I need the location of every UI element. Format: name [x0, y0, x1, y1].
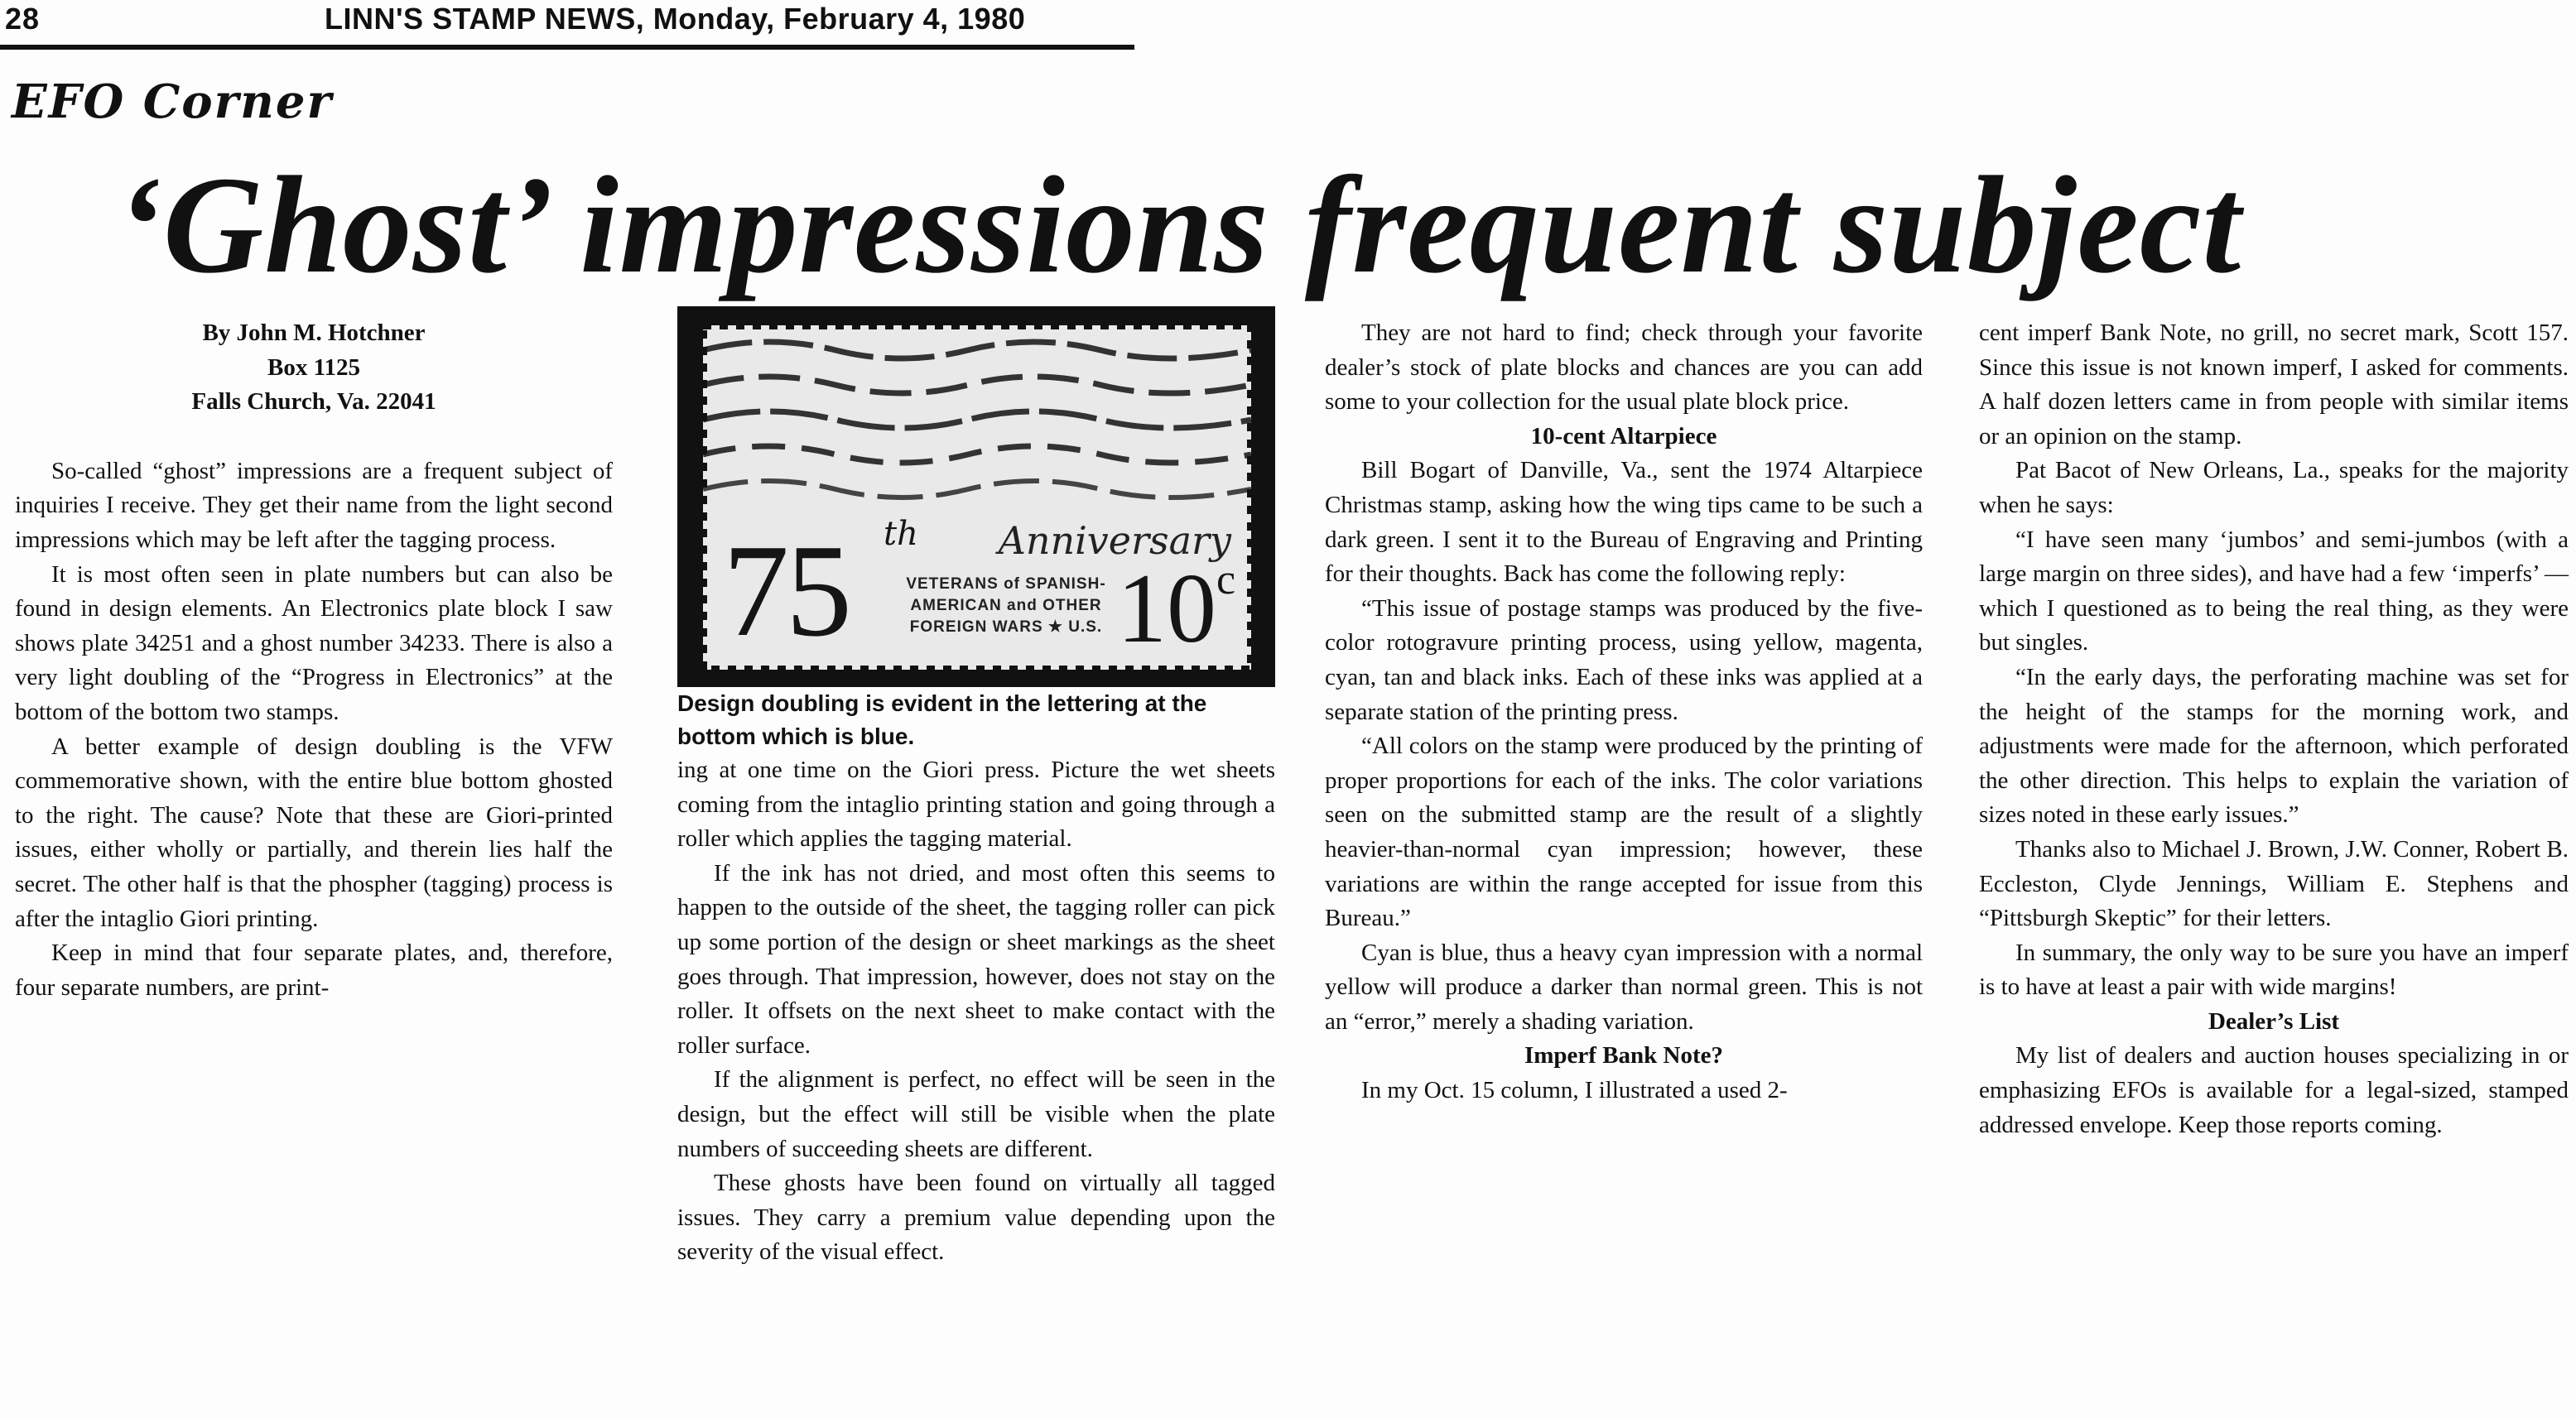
paragraph: Bill Bogart of Danville, Va., sent the 1974 Altarpiece Christmas stamp, asking how the wing tips came to be such a dark green. I sent it to the Bureau of Engraving and Printing for their thoughts. Back has come the following reply: [1325, 457, 1923, 588]
byline-address-2: Falls Church, Va. 22041 [191, 388, 436, 416]
paragraph: In summary, the only way to be sure you have an imperf is to have at least a pair with wide margins! [1979, 939, 2569, 1001]
stamp-line-3: FOREIGN WARS ★ U.S. [909, 618, 1103, 636]
subhead-dealers-list: Dealer’s List [2208, 1007, 2340, 1035]
paragraph: Thanks also to Michael J. Brown, J.W. Conner, Robert B. Eccleston, Clyde Jennings, William E. Stephens and “Pittsburgh Skeptic” for their letters. [1979, 835, 2569, 932]
article-column-2 [677, 306, 1275, 1270]
paragraph: “In the early days, the perforating machine was set for the height of the stamps for the morning work, and adjustments were made for the afternoon, which perforated the other direction. This helps to explain the variation of sizes noted in these early issues.” [1979, 663, 2569, 829]
paragraph: Pat Bacot of New Orleans, La., speaks for the majority when he says: [1979, 457, 2569, 518]
stamp-line-2: AMERICAN and OTHER [910, 597, 1102, 614]
stamp-anniversary: Anniversary [998, 518, 1231, 563]
masthead [0, 0, 1134, 50]
paragraph: “I have seen many ‘jumbos’ and semi-jumbos (with a large margin on three sides), and have had a few ‘imperfs’ — which I questioned as to being the real thing, as they were but singles. [1979, 526, 2569, 656]
paragraph: cent imperf Bank Note, no grill, no secret mark, Scott 157. Since this issue is not known imperf, I asked for comments. A half dozen letters came in from people with similar items or an opinion on the stamp. [1979, 320, 2569, 449]
newspaper-title: LINN'S STAMP NEWS, Monday, February 4, 1980 [325, 2, 1026, 36]
stamp-cents: c [1216, 556, 1236, 603]
paragraph: So-called “ghost” impressions are a frequent subject of inquiries I receive. They get their name from the light second impressions which may be left after the tagging process. [15, 457, 613, 553]
paragraph: They are not hard to find; check through your favorite dealer’s stock of plate blocks and chances are you can add some to your collection for the usual plate block price. [1325, 320, 1923, 416]
vfw-stamp-image [703, 325, 1251, 670]
stamp-denomination [1117, 553, 1236, 663]
paragraph: ing at one time on the Giori press. Picture the wet sheets coming from the intaglio printing station and going through a roller which applies the tagging material. [677, 757, 1275, 853]
paragraph: It is most often seen in plate numbers but can also be found in design elements. An Electronics plate block I saw shows plate 34251 and a ghost number 34233. There is also a very light doubling of the “Progress in Electronics” at the bottom of the bottom two stamps. [15, 560, 613, 725]
paragraph: Keep in mind that four separate plates, and, therefore, four separate numbers, are print- [15, 940, 613, 1001]
article-column-4 [1979, 316, 2569, 1142]
paragraph: These ghosts have been found on virtually all tagged issues. They carry a premium value depending upon the severity of the visual effect. [677, 1170, 1275, 1266]
subhead-imperf-bank-note: Imperf Bank Note? [1524, 1042, 1724, 1070]
byline-address-1: Box 1125 [267, 353, 360, 381]
paragraph: If the alignment is perfect, no effect will be seen in the design, but the effect will still be visible when the plate numbers of succeeding sheets are different. [677, 1066, 1275, 1162]
stamp-value: 10 [1117, 553, 1216, 663]
headline: ‘Ghost’ impressions frequent subject [116, 148, 2242, 302]
paragraph: “This issue of postage stamps was produced by the five-color rotogravure printing process, using yellow, magenta, cyan, tan and black inks. Each of these inks was applied at a separate station of the printing press. [1325, 594, 1923, 725]
stamp-lettering [898, 574, 1114, 638]
stamp-number: 75 [723, 517, 849, 664]
byline [15, 316, 613, 420]
paragraph: A better example of design doubling is the VFW commemorative shown, with the entire blue bottom ghosted to the right. The cause? Note that these are Giori-printed issues, either wholly or partially, and therein lies half the secret. The other half is that the phospher (tagging) process is after the intaglio Giori printing. [15, 733, 613, 932]
paragraph: My list of dealers and auction houses specializing in or emphasizing EFOs is available for a legal-sized, stamped addressed envelope. Keep those reports coming. [1979, 1042, 2569, 1138]
column-kicker: EFO Corner [12, 75, 333, 129]
paragraph: “All colors on the stamp were produced by the printing of proper proportions for each of the inks. The color variations seen on the submitted stamp are the result of a slightly heavier-than-normal cyan impression; however, these variations are within the range accepted for issue from this Bureau.” [1325, 733, 1923, 932]
article-column-3 [1325, 316, 1923, 1108]
paragraph: If the ink has not dried, and most often this seems to happen to the outside of the sheet, the tagging roller can pick up some portion of the design or sheet markings as the sheet goes through. That impression, however, does not stay on the roller. It offsets on the next sheet to make contact with the roller surface. [677, 859, 1275, 1059]
page-number: 28 [5, 2, 41, 36]
stamp-ordinal: th [884, 515, 918, 553]
article-column-1 [15, 316, 613, 1005]
stamp-line-1: VETERANS of SPANISH- [906, 575, 1106, 593]
subhead-altarpiece: 10-cent Altarpiece [1530, 422, 1717, 449]
stamp-photo [677, 306, 1275, 687]
byline-author: By John M. Hotchner [202, 320, 426, 346]
paragraph: In my Oct. 15 column, I illustrated a used 2- [1361, 1077, 1788, 1104]
photo-caption: Design doubling is evident in the lettering at the bottom which is blue. [677, 690, 1207, 749]
paragraph: Cyan is blue, thus a heavy cyan impression with a normal yellow will produce a darker than normal green. This is not an “error,” merely a shading variation. [1325, 939, 1923, 1035]
